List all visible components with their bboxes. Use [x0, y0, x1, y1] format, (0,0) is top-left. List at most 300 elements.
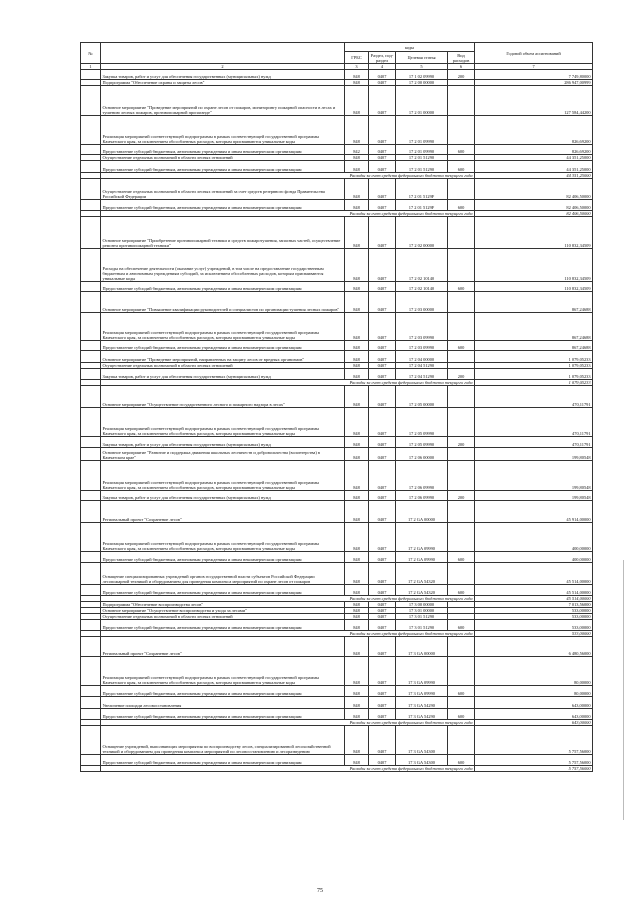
row-name-cell: Закупка товаров, работ и услуг для обеспечения государственных (муниципальных) нужд — [101, 70, 345, 80]
row-num-cell — [81, 70, 101, 80]
article-cell: 17 2 01 5129F — [396, 200, 448, 211]
row-name-cell: Закупка товаров, работ и услуг для обеспечения государственных (муниципальных) нужд — [101, 491, 345, 501]
article-cell: 17 3 GA 09990 — [396, 686, 448, 697]
vid-cell: 600 — [448, 282, 475, 292]
grbs-cell: 848 — [345, 386, 369, 408]
grbs-cell: 848 — [345, 282, 369, 292]
row-num-cell — [81, 461, 101, 491]
table-row — [81, 116, 593, 145]
table-row — [81, 341, 593, 351]
grbs-cell: 848 — [345, 200, 369, 211]
grbs-cell: 848 — [345, 657, 369, 686]
row-name-cell: Осуществление отдельных полномочий в области лесных отношений — [101, 155, 345, 161]
section-cell: 0407 — [369, 386, 396, 408]
grbs-cell: 848 — [345, 249, 369, 282]
amount-cell: 45 914,00000 — [475, 501, 593, 523]
table-row — [81, 657, 593, 686]
amount-cell: 82 406,50000 — [475, 179, 593, 200]
table-row — [81, 282, 593, 292]
row-name-cell: Основное мероприятие "Осуществление государственного лесного и пожарного надзора в лесах" — [101, 386, 345, 408]
section-cell: 0407 — [369, 461, 396, 491]
grbs-cell: 848 — [345, 86, 369, 116]
row-name-cell: Реализация мероприятий соответствующей подпрограммы в рамках соответствующей государственной программы Камчатского края, за исключением обособленных расходов, которым присваиваются уникальные коды — [101, 657, 345, 686]
header-amount: Годовой объем ассигнований — [475, 43, 593, 64]
table-row — [81, 408, 593, 437]
table-row — [81, 686, 593, 697]
article-cell: 17 2 01 09990 — [396, 145, 448, 155]
article-cell: 17 2 01 51290 — [396, 161, 448, 173]
section-cell: 0407 — [369, 726, 396, 755]
amount-cell: 400,00000 — [475, 552, 593, 563]
amount-cell: 643,00000 — [475, 709, 593, 720]
header-num: № — [81, 43, 101, 64]
row-num-cell — [81, 437, 101, 448]
amount-cell: 867,24688 — [475, 292, 593, 313]
amount-cell: 5 757,56000 — [475, 766, 593, 772]
section-cell: 0407 — [369, 249, 396, 282]
edge-mark — [623, 560, 624, 820]
table-row — [81, 351, 593, 363]
subtotal-label: Расходы за счет средств федерального бюджета текущего года — [101, 720, 475, 726]
row-name-cell: Предоставление субсидий бюджетным, автономным учреждениям и иным некоммерческим организациям — [101, 755, 345, 766]
section-cell: 0407 — [369, 608, 396, 614]
section-cell: 0407 — [369, 437, 396, 448]
article-cell: 17 1 02 09990 — [396, 70, 448, 80]
row-name-cell: Расходы на обеспечение деятельности (оказание услуг) учреждений, в том числе на предоставление государственным бюджетным и автономным учреждениям субсидий, за исключением обособленных расходов, которым присваиваются уникальные коды — [101, 249, 345, 282]
article-cell: 17 3 01 51290 — [396, 620, 448, 631]
subtotal-row — [81, 766, 593, 772]
table-row — [81, 563, 593, 585]
amount-cell: 643,00000 — [475, 697, 593, 709]
table-row — [81, 620, 593, 631]
article-cell: 17 2 00 00000 — [396, 80, 448, 86]
section-cell: 0407 — [369, 116, 396, 145]
section-cell: 0407 — [369, 70, 396, 80]
row-num-cell — [81, 637, 101, 657]
vid-cell — [448, 179, 475, 200]
amount-cell: 470,11791 — [475, 437, 593, 448]
article-cell: 17 2 GA 00000 — [396, 501, 448, 523]
section-cell: 0407 — [369, 80, 396, 86]
row-num-cell — [81, 585, 101, 596]
row-num-cell — [81, 86, 101, 116]
grbs-cell: 848 — [345, 491, 369, 501]
amount-cell: 44 351,25000 — [475, 173, 593, 179]
amount-cell: 5 757,56000 — [475, 726, 593, 755]
row-name-cell: Предоставление субсидий бюджетным, автономным учреждениям и иным некоммерческим организациям — [101, 620, 345, 631]
amount-cell: 110 832,34509 — [475, 217, 593, 249]
grbs-cell: 848 — [345, 709, 369, 720]
amount-cell: 45 514,00000 — [475, 563, 593, 585]
vid-cell — [448, 217, 475, 249]
section-cell: 0407 — [369, 709, 396, 720]
article-cell: 17 2 02 10140 — [396, 282, 448, 292]
row-name-cell: Подпрограмма "Обеспечение воспроизводства лесов" — [101, 602, 345, 608]
table-row — [81, 145, 593, 155]
article-cell: 17 2 GA 09990 — [396, 552, 448, 563]
row-num-cell — [81, 523, 101, 552]
row-name-cell: Предоставление субсидий бюджетным, автономным учреждениям и иным некоммерческим организациям — [101, 585, 345, 596]
row-num-cell — [81, 408, 101, 437]
table-row — [81, 491, 593, 501]
vid-cell — [448, 313, 475, 341]
expenditure-table — [80, 42, 593, 772]
table-row — [81, 585, 593, 596]
vid-cell — [448, 637, 475, 657]
article-cell: 17 3 01 00000 — [396, 608, 448, 614]
amount-cell: 6 480,56000 — [475, 637, 593, 657]
vid-cell: 600 — [448, 755, 475, 766]
vid-cell — [448, 461, 475, 491]
article-cell: 17 2 03 00000 — [396, 292, 448, 313]
row-num-cell — [81, 161, 101, 173]
row-num-cell — [81, 563, 101, 585]
table-row — [81, 501, 593, 523]
grbs-cell: 842 — [345, 145, 369, 155]
row-num-cell — [81, 313, 101, 341]
vid-cell — [448, 697, 475, 709]
document-sheet — [80, 42, 592, 772]
grbs-cell: 848 — [345, 563, 369, 585]
row-name-cell: Основное мероприятие "Приобретение противопожарной техники и средств пожаротушения, запасных частей, осуществление ремонта противопожарной техники" — [101, 217, 345, 249]
grbs-cell: 848 — [345, 726, 369, 755]
header-grbs: ГРБС — [345, 52, 369, 64]
grbs-cell: 848 — [345, 620, 369, 631]
article-cell: 17 2 GA 54320 — [396, 563, 448, 585]
amount-cell: 82 406,50000 — [475, 211, 593, 217]
table-row — [81, 726, 593, 755]
row-name-cell: Реализация мероприятий соответствующей подпрограммы в рамках соответствующей государственной программы Камчатского края, за исключением обособленных расходов, которым присваиваются уникальные коды — [101, 408, 345, 437]
row-num-cell — [81, 249, 101, 282]
section-cell: 0407 — [369, 292, 396, 313]
row-num-cell — [81, 179, 101, 200]
colnum-6: 6 — [448, 64, 475, 70]
table-row — [81, 86, 593, 116]
section-cell: 0407 — [369, 491, 396, 501]
amount-cell: 643,00000 — [475, 720, 593, 726]
vid-cell — [448, 386, 475, 408]
colnum-3: 3 — [345, 64, 369, 70]
article-cell: 17 3 GA 54290 — [396, 709, 448, 720]
section-cell: 0407 — [369, 620, 396, 631]
colnum-7: 7 — [475, 64, 593, 70]
article-cell: 17 2 03 09990 — [396, 313, 448, 341]
vid-cell: 200 — [448, 491, 475, 501]
subtotal-label: Расходы за счет средств федерального бюджета текущего года — [101, 380, 475, 386]
grbs-cell: 848 — [345, 686, 369, 697]
amount-cell: 45 514,00000 — [475, 596, 593, 602]
grbs-cell: 848 — [345, 585, 369, 596]
vid-cell: 200 — [448, 437, 475, 448]
section-cell: 0407 — [369, 179, 396, 200]
section-cell: 0407 — [369, 282, 396, 292]
section-cell: 0407 — [369, 161, 396, 173]
amount-cell: 199,80548 — [475, 461, 593, 491]
table-row — [81, 369, 593, 380]
grbs-cell: 848 — [345, 637, 369, 657]
table-row — [81, 523, 593, 552]
amount-cell: 826,69200 — [475, 116, 593, 145]
section-cell: 0407 — [369, 602, 396, 608]
grbs-cell: 848 — [345, 341, 369, 351]
row-name-cell: Реализация мероприятий соответствующей подпрограммы в рамках соответствующей государственной программы Камчатского края, за исключением обособленных расходов, которым присваиваются уникальные коды — [101, 461, 345, 491]
section-cell: 0407 — [369, 585, 396, 596]
amount-cell: 199,80548 — [475, 491, 593, 501]
row-name-cell: Подпрограмма "Обеспечение охраны и защиты лесов" — [101, 80, 345, 86]
vid-cell: 200 — [448, 369, 475, 380]
article-cell: 17 3 GA 00000 — [396, 637, 448, 657]
grbs-cell: 848 — [345, 155, 369, 161]
section-cell: 0407 — [369, 523, 396, 552]
table-row — [81, 437, 593, 448]
row-num-cell — [81, 657, 101, 686]
amount-cell: 44 351,25000 — [475, 155, 593, 161]
amount-cell: 470,11791 — [475, 408, 593, 437]
grbs-cell: 848 — [345, 161, 369, 173]
article-cell: 17 2 06 09990 — [396, 461, 448, 491]
amount-cell: 533,00000 — [475, 620, 593, 631]
article-cell: 17 2 04 00000 — [396, 351, 448, 363]
row-name-cell: Оснащение учреждений, выполняющих мероприятия по воспроизводству лесов, специализированной лесохозяйственной техникой и оборудованием для проведения комплекса мероприятий по лесовосстановлению и лесоразведению — [101, 726, 345, 755]
row-name-cell: Основное мероприятие "Проведение мероприятий, направленных на защиту лесов от вредных организмов" — [101, 351, 345, 363]
article-cell: 17 2 GA 09990 — [396, 523, 448, 552]
row-num-cell — [81, 697, 101, 709]
article-cell: 17 2 04 51290 — [396, 363, 448, 369]
grbs-cell: 848 — [345, 602, 369, 608]
header-name — [101, 43, 345, 64]
amount-cell: 1 079,05233 — [475, 369, 593, 380]
row-num-cell — [81, 552, 101, 563]
article-cell: 17 3 01 51290 — [396, 614, 448, 620]
table-row — [81, 161, 593, 173]
header-section: Раздел, под-раздел — [369, 52, 396, 64]
table-row — [81, 386, 593, 408]
section-cell: 0407 — [369, 363, 396, 369]
amount-cell: 80,00000 — [475, 657, 593, 686]
article-cell: 17 3 GA 54300 — [396, 726, 448, 755]
vid-cell — [448, 408, 475, 437]
section-cell: 0407 — [369, 448, 396, 461]
row-name-cell: Основное мероприятие "Повышение квалификации руководителей и специалистов по организации тушения лесных пожаров" — [101, 292, 345, 313]
row-num-cell — [81, 501, 101, 523]
article-cell: 17 2 02 10140 — [396, 249, 448, 282]
section-cell: 0407 — [369, 563, 396, 585]
section-cell: 0407 — [369, 369, 396, 380]
table-row — [81, 217, 593, 249]
article-cell: 17 2 05 00000 — [396, 386, 448, 408]
row-num-cell — [81, 686, 101, 697]
row-num-cell — [81, 386, 101, 408]
row-name-cell: Региональный проект "Сохранение лесов" — [101, 501, 345, 523]
grbs-cell: 848 — [345, 217, 369, 249]
row-name-cell: Предоставление субсидий бюджетным, автономным учреждениям и иным некоммерческим организациям — [101, 686, 345, 697]
amount-cell: 400,00000 — [475, 523, 593, 552]
row-name-cell: Реализация мероприятий соответствующей подпрограммы в рамках соответствующей государственной программы Камчатского края, за исключением обособленных расходов, которым присваиваются уникальные коды — [101, 313, 345, 341]
vid-cell — [448, 657, 475, 686]
grbs-cell: 848 — [345, 179, 369, 200]
colnum-5: 5 — [396, 64, 448, 70]
table-row — [81, 292, 593, 313]
vid-cell: 600 — [448, 145, 475, 155]
amount-cell: 80,00000 — [475, 686, 593, 697]
table-row — [81, 313, 593, 341]
header-vid: Вид расходов — [448, 52, 475, 64]
table-row — [81, 70, 593, 80]
grbs-cell: 848 — [345, 70, 369, 80]
amount-cell: 110 832,34509 — [475, 249, 593, 282]
vid-cell: 600 — [448, 161, 475, 173]
article-cell: 17 2 GA 54320 — [396, 585, 448, 596]
section-cell: 0407 — [369, 351, 396, 363]
row-num-cell — [81, 145, 101, 155]
vid-cell: 600 — [448, 585, 475, 596]
vid-cell — [448, 726, 475, 755]
row-num-cell — [81, 292, 101, 313]
amount-cell: 7 013,56000 — [475, 602, 593, 608]
amount-cell: 533,00000 — [475, 614, 593, 620]
amount-cell: 826,69200 — [475, 145, 593, 155]
article-cell: 17 2 01 5129F — [396, 179, 448, 200]
row-num-cell — [81, 491, 101, 501]
amount-cell: 127 584,44200 — [475, 86, 593, 116]
row-name-cell: Региональный проект "Сохранение лесов" — [101, 637, 345, 657]
vid-cell — [448, 448, 475, 461]
section-cell: 0407 — [369, 501, 396, 523]
vid-cell: 600 — [448, 552, 475, 563]
colnum-2: 2 — [101, 64, 345, 70]
row-name-cell: Увеличение площади лесовосстановления — [101, 697, 345, 709]
section-cell: 0407 — [369, 155, 396, 161]
section-cell: 0407 — [369, 686, 396, 697]
vid-cell — [448, 249, 475, 282]
grbs-cell: 848 — [345, 80, 369, 86]
section-cell: 0407 — [369, 697, 396, 709]
article-cell: 17 3 00 00000 — [396, 602, 448, 608]
section-cell: 0407 — [369, 657, 396, 686]
subtotal-label: Расходы за счет средств федерального бюджета текущего года — [101, 173, 475, 179]
grbs-cell: 848 — [345, 697, 369, 709]
grbs-cell: 848 — [345, 363, 369, 369]
grbs-cell: 848 — [345, 369, 369, 380]
vid-cell — [448, 523, 475, 552]
row-num-cell — [81, 116, 101, 145]
row-num-cell — [81, 282, 101, 292]
subtotal-label: Расходы за счет средств федерального бюджета текущего года — [101, 766, 475, 772]
table-row — [81, 637, 593, 657]
section-cell: 0407 — [369, 86, 396, 116]
vid-cell: 600 — [448, 709, 475, 720]
vid-cell: 600 — [448, 620, 475, 631]
table-row — [81, 755, 593, 766]
row-num-cell — [81, 448, 101, 461]
row-name-cell: Предоставление субсидий бюджетным, автономным учреждениям и иным некоммерческим организациям — [101, 709, 345, 720]
amount-cell: 44 351,25000 — [475, 161, 593, 173]
grbs-cell: 848 — [345, 351, 369, 363]
header-codes: коды — [345, 43, 475, 52]
table-row — [81, 697, 593, 709]
article-cell: 17 3 GA 54290 — [396, 697, 448, 709]
grbs-cell: 848 — [345, 614, 369, 620]
vid-cell — [448, 116, 475, 145]
header-article: Целевая статья — [396, 52, 448, 64]
section-cell: 0407 — [369, 145, 396, 155]
article-cell: 17 3 GA 09990 — [396, 657, 448, 686]
section-cell: 0407 — [369, 614, 396, 620]
section-cell: 0407 — [369, 217, 396, 249]
amount-cell: 533,00000 — [475, 608, 593, 614]
grbs-cell: 848 — [345, 755, 369, 766]
row-name-cell: Осуществление отдельных полномочий в области лесных отношений — [101, 614, 345, 620]
grbs-cell: 848 — [345, 292, 369, 313]
amount-cell: 286 947,00999 — [475, 80, 593, 86]
article-cell: 17 2 05 09990 — [396, 408, 448, 437]
table-row — [81, 249, 593, 282]
table-row — [81, 179, 593, 200]
article-cell: 17 2 01 51290 — [396, 155, 448, 161]
row-name-cell: Основное мероприятие "Развитие и поддержка движения школьных лесничеств и добровольчества (волонтерства) в Камчатском крае" — [101, 448, 345, 461]
section-cell: 0407 — [369, 552, 396, 563]
row-name-cell: Предоставление субсидий бюджетным, автономным учреждениям и иным некоммерческим организациям — [101, 161, 345, 173]
row-name-cell: Осуществление отдельных полномочий в области лесных отношений — [101, 363, 345, 369]
section-cell: 0407 — [369, 408, 396, 437]
colnum-1: 1 — [81, 64, 101, 70]
row-num-cell — [81, 755, 101, 766]
subtotal-label: Расходы за счет средств федерального бюджета текущего года — [101, 596, 475, 602]
vid-cell — [448, 563, 475, 585]
colnum-4: 4 — [369, 64, 396, 70]
amount-cell: 110 832,34509 — [475, 282, 593, 292]
article-cell: 17 2 06 00000 — [396, 448, 448, 461]
row-num-cell — [81, 369, 101, 380]
section-cell: 0407 — [369, 637, 396, 657]
article-cell: 17 2 01 09990 — [396, 116, 448, 145]
vid-cell — [448, 501, 475, 523]
row-name-cell: Реализация мероприятий соответствующей подпрограммы в рамках соответствующей государственной программы Камчатского края, за исключением обособленных расходов, которым присваиваются уникальные коды — [101, 116, 345, 145]
grbs-cell: 848 — [345, 523, 369, 552]
row-num-cell — [81, 217, 101, 249]
grbs-cell: 848 — [345, 313, 369, 341]
amount-cell: 867,24688 — [475, 313, 593, 341]
vid-cell: 600 — [448, 200, 475, 211]
amount-cell: 1 079,05233 — [475, 351, 593, 363]
grbs-cell: 848 — [345, 552, 369, 563]
table-row — [81, 461, 593, 491]
vid-cell — [448, 86, 475, 116]
amount-cell: 45 514,00000 — [475, 585, 593, 596]
row-num-cell — [81, 351, 101, 363]
row-name-cell: Закупка товаров, работ и услуг для обеспечения государственных (муниципальных) нужд — [101, 369, 345, 380]
article-cell: 17 2 05 09990 — [396, 437, 448, 448]
amount-cell: 470,11791 — [475, 386, 593, 408]
article-cell: 17 2 01 00000 — [396, 86, 448, 116]
row-name-cell: Осуществление отдельных полномочий в области лесных отношений за счет средств резервного фонда Правительства Российской Федерации — [101, 179, 345, 200]
grbs-cell: 848 — [345, 448, 369, 461]
vid-cell: 600 — [448, 341, 475, 351]
table-row — [81, 709, 593, 720]
page-number: 75 — [317, 888, 323, 894]
row-num-cell — [81, 620, 101, 631]
article-cell: 17 2 02 00000 — [396, 217, 448, 249]
grbs-cell: 848 — [345, 461, 369, 491]
article-cell: 17 2 04 51290 — [396, 369, 448, 380]
amount-cell: 1 079,05233 — [475, 380, 593, 386]
amount-cell: 867,24688 — [475, 341, 593, 351]
row-name-cell: Предоставление субсидий бюджетным, автономным учреждениям и иным некоммерческим организациям — [101, 145, 345, 155]
row-name-cell: Основное мероприятие "Проведение мероприятий по охране лесов от пожаров, мониторингу пожарной опасности в лесах и тушению лесных пожаров, противопожарной пропаганде" — [101, 86, 345, 116]
vid-cell — [448, 351, 475, 363]
article-cell: 17 2 06 09990 — [396, 491, 448, 501]
amount-cell: 199,80548 — [475, 448, 593, 461]
